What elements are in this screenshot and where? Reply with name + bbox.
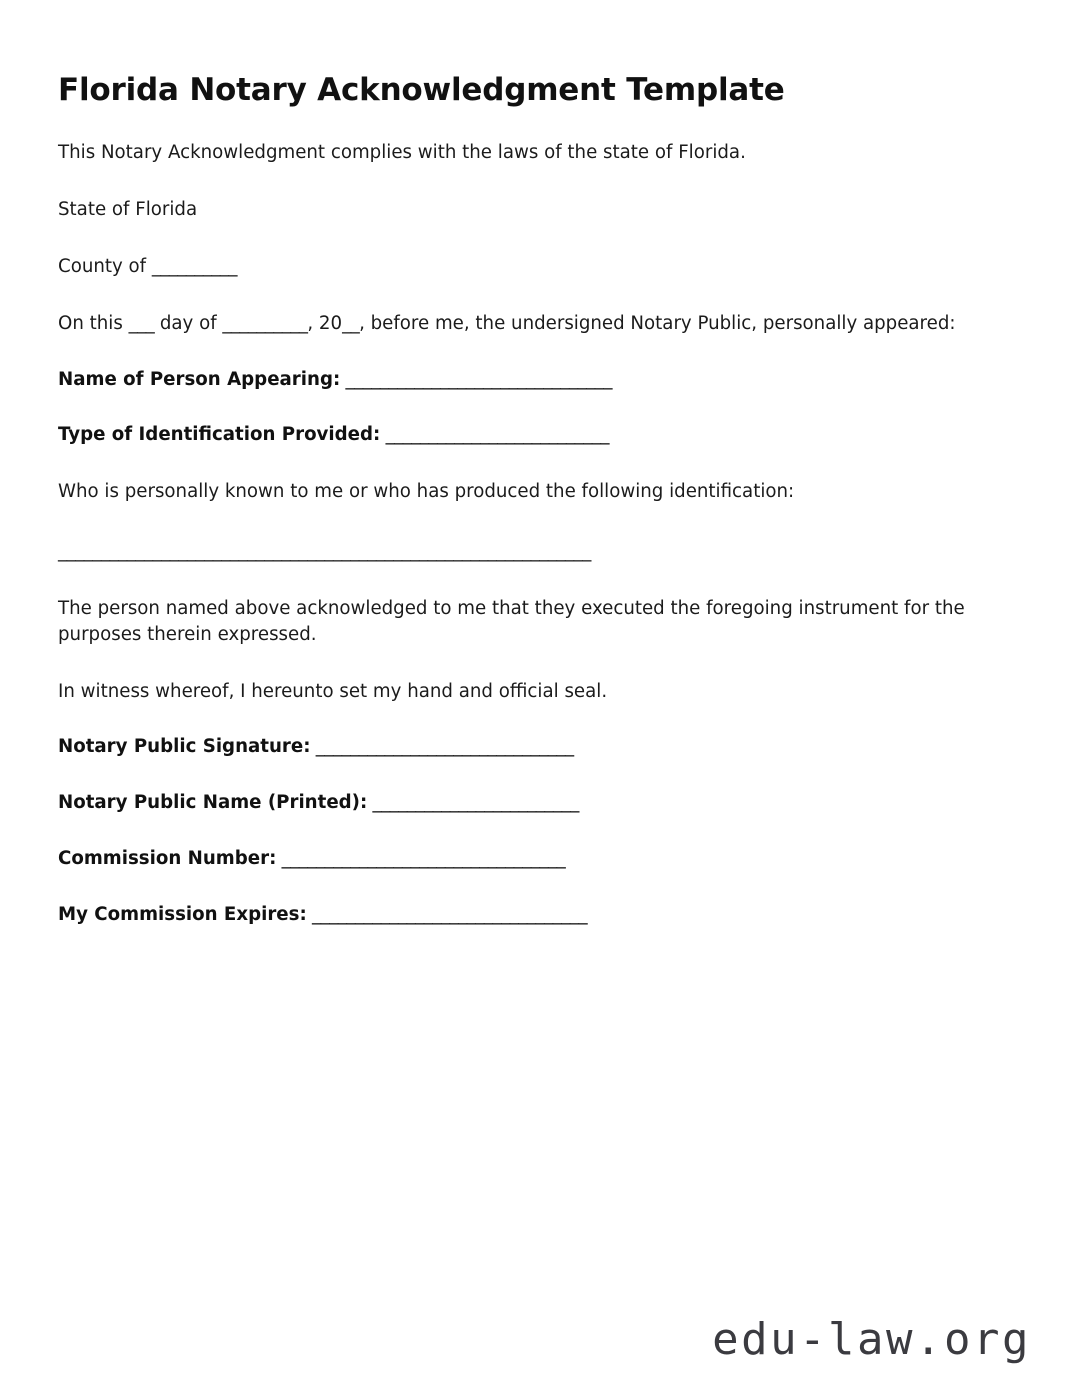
field-blank[interactable]: __________________________ xyxy=(380,424,610,446)
acknowledgment-paragraph: The person named above acknowledged to me that they executed the foregoing instrument for the purposes therein expressed. xyxy=(58,597,965,645)
field-label: My Commission Expires: xyxy=(58,904,307,925)
field-blank[interactable]: _______________________________ xyxy=(340,368,612,390)
field-type-of-identification xyxy=(58,422,1015,448)
field-my-commission-expires xyxy=(58,902,1015,928)
state-line: State of Florida xyxy=(58,199,198,221)
intro-paragraph: This Notary Acknowledgment complies with the laws of the state of Florida. xyxy=(58,142,746,164)
year-blank-field[interactable]: __ xyxy=(342,312,360,334)
field-blank[interactable]: ________________________________ xyxy=(306,904,588,925)
field-commission-number xyxy=(58,846,1015,872)
blank-page-area xyxy=(58,928,1015,1348)
county-blank-field[interactable]: __________ xyxy=(151,255,237,277)
site-watermark: edu-law.org xyxy=(712,1314,1031,1365)
identification-blank-rule[interactable]: ______________________________________________________________ xyxy=(58,541,591,563)
field-blank[interactable]: ________________________ xyxy=(367,792,579,814)
witness-paragraph: In witness whereof, I hereunto set my hand and official seal. xyxy=(58,680,608,702)
field-blank[interactable]: ______________________________ xyxy=(310,736,574,758)
field-label: Name of Person Appearing: xyxy=(58,368,341,390)
appearance-text-3: , 20 xyxy=(307,312,343,334)
field-label: Notary Public Name (Printed): xyxy=(58,792,368,814)
field-name-of-person-appearing xyxy=(58,367,1015,393)
appearance-text-4: , before me, the undersigned Notary Public, personally appeared: xyxy=(359,312,956,334)
field-label: Commission Number: xyxy=(58,848,277,870)
county-line xyxy=(58,254,1015,280)
month-blank-field[interactable]: __________ xyxy=(222,312,308,334)
field-label: Type of Identification Provided: xyxy=(58,424,381,446)
county-label: County of xyxy=(58,255,152,277)
field-blank[interactable]: _________________________________ xyxy=(276,848,566,870)
field-label: Notary Public Signature: xyxy=(58,736,311,758)
day-blank-field[interactable]: ___ xyxy=(128,312,155,334)
appearance-text-2: day of xyxy=(154,312,223,334)
appearance-text-1: On this xyxy=(58,312,129,334)
identification-prompt: Who is personally known to me or who has produced the following identification: xyxy=(58,481,795,503)
page-title: Florida Notary Acknowledgment Template xyxy=(58,72,785,108)
appearance-line xyxy=(58,311,1015,337)
field-notary-public-name-printed xyxy=(58,790,1015,816)
field-notary-public-signature xyxy=(58,734,1015,760)
